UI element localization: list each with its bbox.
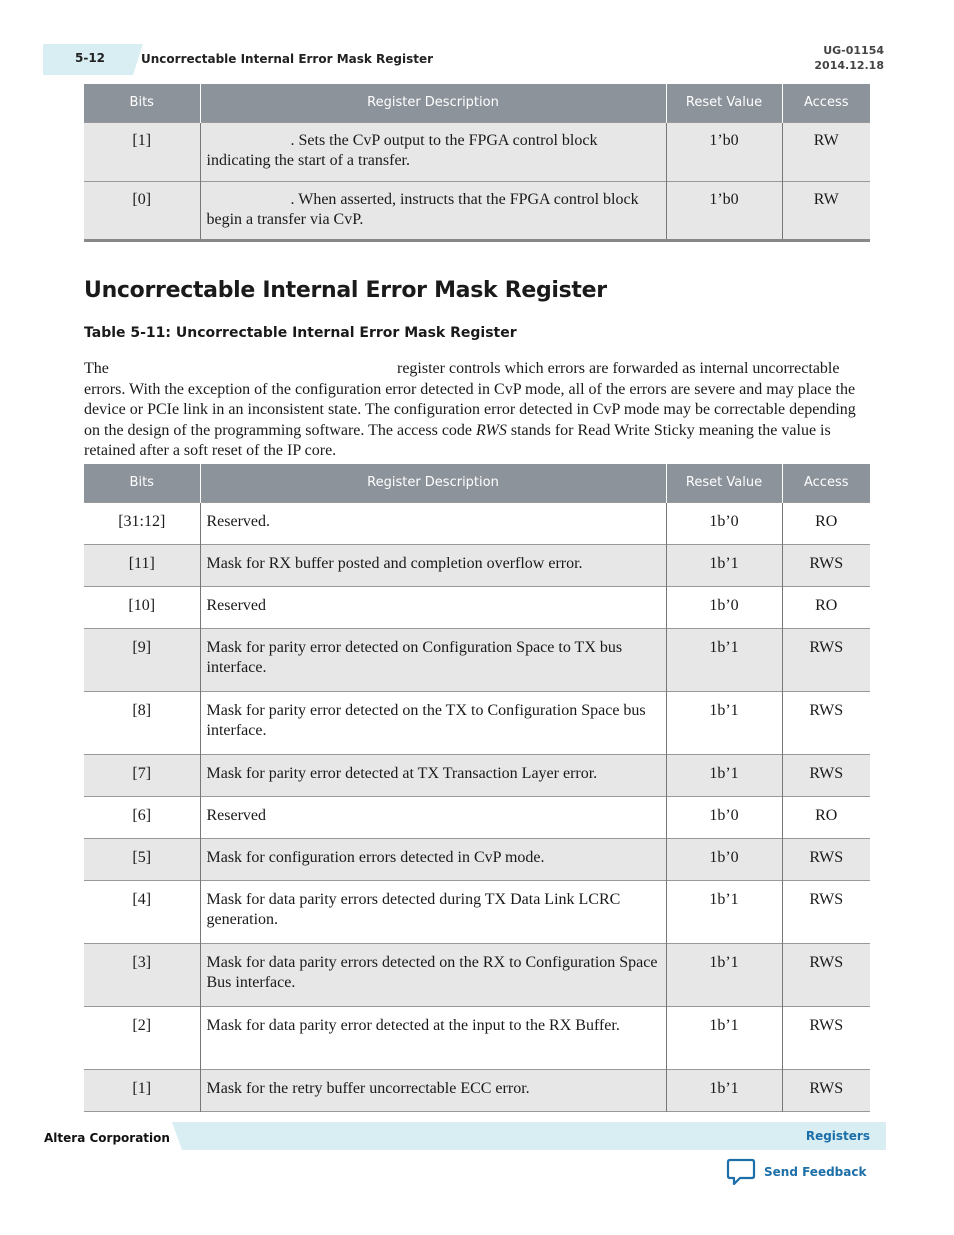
- cell-bits: [4]: [84, 880, 200, 943]
- cell-access: RWS: [782, 628, 870, 691]
- column-header-access: Access: [782, 84, 870, 122]
- cell-access: RWS: [782, 880, 870, 943]
- table-row: [84, 1069, 870, 1111]
- column-header-description: Register Description: [200, 464, 666, 502]
- cell-reset-value: 1b’0: [666, 796, 782, 838]
- table-row: [84, 628, 870, 691]
- intro-access-code: RWS: [476, 421, 507, 439]
- cell-bits: [3]: [84, 943, 200, 1006]
- cell-reset-value: 1b’1: [666, 691, 782, 754]
- table-row: [84, 181, 870, 240]
- cell-bits: [1]: [84, 122, 200, 181]
- table-row: [84, 796, 870, 838]
- cell-reset-value: 1b’1: [666, 544, 782, 586]
- cell-bits: [11]: [84, 544, 200, 586]
- running-title: Uncorrectable Internal Error Mask Register: [141, 52, 434, 66]
- cell-description: Mask for parity error detected on the TX to Configuration Space bus interface.: [200, 691, 666, 754]
- cell-access: RW: [782, 181, 870, 240]
- cell-reset-value: 1b’1: [666, 1069, 782, 1111]
- cell-reset-value: 1b’1: [666, 943, 782, 1006]
- cell-bits: [31:12]: [84, 502, 200, 544]
- document-date: 2014.12.18: [814, 59, 884, 72]
- cell-description: Mask for parity error detected at TX Transaction Layer error.: [200, 754, 666, 796]
- cell-access: RWS: [782, 838, 870, 880]
- cell-reset-value: 1b’1: [666, 754, 782, 796]
- table-caption: Table 5-11: Uncorrectable Internal Error Mask Register: [84, 325, 517, 341]
- cell-description: Reserved: [200, 586, 666, 628]
- cell-description: Reserved.: [200, 502, 666, 544]
- table-row: [84, 691, 870, 754]
- column-header-bits: Bits: [84, 464, 200, 502]
- cell-bits: [10]: [84, 586, 200, 628]
- cell-access: RW: [782, 122, 870, 181]
- table-row: [84, 943, 870, 1006]
- cell-description: . When asserted, instructs that the FPGA control block begin a transfer via CvP.: [200, 181, 666, 240]
- table-row: [84, 838, 870, 880]
- cell-access: RWS: [782, 544, 870, 586]
- cell-reset-value: 1b’0: [666, 502, 782, 544]
- cell-access: RWS: [782, 691, 870, 754]
- cell-bits: [8]: [84, 691, 200, 754]
- cell-description: Mask for parity error detected on Configuration Space to TX bus interface.: [200, 628, 666, 691]
- footer-section-link[interactable]: Registers: [805, 1129, 870, 1143]
- footer-company: Altera Corporation: [44, 1131, 170, 1145]
- page-number: 5-12: [75, 51, 106, 65]
- cell-description: Mask for configuration errors detected in CvP mode.: [200, 838, 666, 880]
- intro-paragraph: [84, 359, 874, 462]
- cell-access: RO: [782, 586, 870, 628]
- register-table-continued: [84, 84, 870, 242]
- cell-description: Mask for RX buffer posted and completion overflow error.: [200, 544, 666, 586]
- cell-reset-value: 1b’1: [666, 880, 782, 943]
- cell-reset-value: 1’b0: [666, 122, 782, 181]
- section-heading: Uncorrectable Internal Error Mask Register: [84, 278, 607, 303]
- cell-description: . Sets the CvP output to the FPGA control block indicating the start of a transfer.: [200, 122, 666, 181]
- table-row: [84, 502, 870, 544]
- footer-band: [172, 1122, 886, 1150]
- column-header-access: Access: [782, 464, 870, 502]
- column-header-reset-value: Reset Value: [666, 84, 782, 122]
- cell-bits: [9]: [84, 628, 200, 691]
- cell-description: Mask for the retry buffer uncorrectable ECC error.: [200, 1069, 666, 1111]
- send-feedback-link[interactable]: [726, 1158, 866, 1186]
- table-row: [84, 122, 870, 181]
- cell-description: Mask for data parity errors detected on the RX to Configuration Space Bus interface.: [200, 943, 666, 1006]
- cell-access: RWS: [782, 754, 870, 796]
- send-feedback-label: Send Feedback: [764, 1165, 867, 1179]
- column-header-description: Register Description: [200, 84, 666, 122]
- cell-bits: [1]: [84, 1069, 200, 1111]
- cell-access: RWS: [782, 1006, 870, 1069]
- table-row: [84, 586, 870, 628]
- cell-access: RWS: [782, 943, 870, 1006]
- table-row: [84, 1006, 870, 1069]
- cell-bits: [5]: [84, 838, 200, 880]
- uncorrectable-internal-error-mask-table: [84, 464, 870, 1112]
- document-id: UG-01154: [823, 44, 884, 57]
- cell-reset-value: 1b’1: [666, 628, 782, 691]
- cell-description: Mask for data parity errors detected during TX Data Link LCRC generation.: [200, 880, 666, 943]
- table-row: [84, 880, 870, 943]
- cell-bits: [7]: [84, 754, 200, 796]
- cell-access: RO: [782, 502, 870, 544]
- table-row: [84, 754, 870, 796]
- cell-reset-value: 1b’0: [666, 586, 782, 628]
- cell-access: RO: [782, 796, 870, 838]
- cell-bits: [2]: [84, 1006, 200, 1069]
- intro-text-2: stands for Read Write Sticky meaning the value is retained after a soft reset of the IP core.: [84, 421, 831, 460]
- cell-bits: [6]: [84, 796, 200, 838]
- cell-description: Reserved: [200, 796, 666, 838]
- cell-reset-value: 1b’0: [666, 838, 782, 880]
- column-header-reset-value: Reset Value: [666, 464, 782, 502]
- column-header-bits: Bits: [84, 84, 200, 122]
- cell-bits: [0]: [84, 181, 200, 240]
- cell-access: RWS: [782, 1069, 870, 1111]
- cell-reset-value: 1b’1: [666, 1006, 782, 1069]
- intro-text-1: register controls which errors are forwarded as internal uncorrectable errors. With the exception of the configuration error detected in CvP mode, all of the errors are severe and may place the device or PCIe link in an inconsistent state. The configuration error detected in CvP mode may be correctable depending on the design of the programming software. The access code: [84, 360, 856, 439]
- cell-reset-value: 1’b0: [666, 181, 782, 240]
- table-row: [84, 544, 870, 586]
- document-info: [814, 43, 884, 73]
- speech-bubble-icon: [726, 1158, 756, 1186]
- cell-description: Mask for data parity error detected at the input to the RX Buffer.: [200, 1006, 666, 1069]
- intro-lead: The: [84, 360, 109, 377]
